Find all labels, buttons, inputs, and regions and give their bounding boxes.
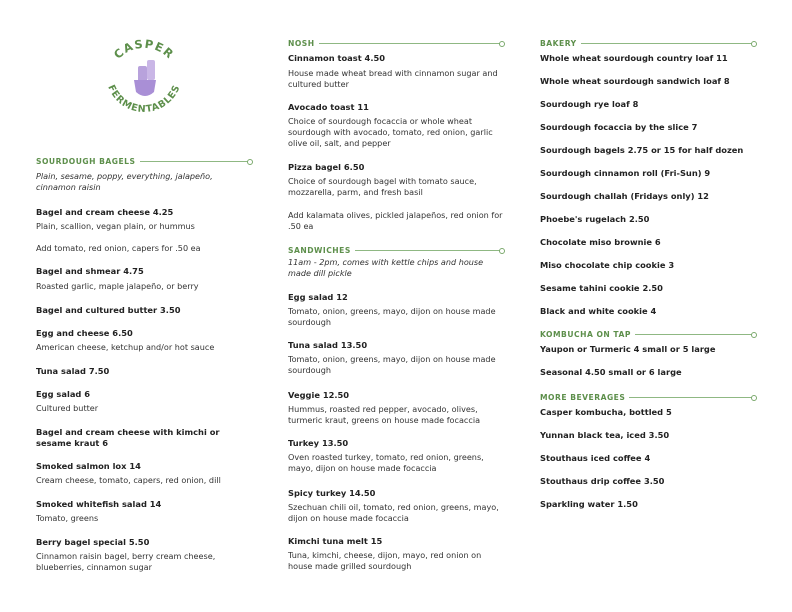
divider: [140, 161, 253, 162]
section-title: NOSH: [288, 38, 315, 48]
divider: [635, 334, 756, 335]
menu-item-name: Smoked whitefish salad 14: [36, 499, 162, 509]
section-title: KOMBUCHA ON TAP: [540, 329, 631, 339]
divider: [581, 43, 756, 44]
menu-item-desc: Choice of sourdough focaccia or whole wheat sourdough with avocado, tomato, red onion, garlic olive oil, salt, and pepper: [288, 116, 493, 148]
section-title: MORE BEVERAGES: [540, 392, 626, 402]
menu-item-desc: Cinnamon raisin bagel, berry cream cheese, blueberries, cinnamon sugar: [36, 551, 216, 572]
kombucha-item: Seasonal 4.50 small or 6 large: [540, 367, 682, 377]
bakery-item: Sourdough rye loaf 8: [540, 99, 639, 109]
menu-item-desc: Tomato, greens: [36, 513, 99, 523]
menu-item-name: Tuna salad 13.50: [288, 340, 368, 350]
menu-item-name: Avocado toast 11: [288, 102, 369, 112]
menu-item-desc: Roasted garlic, maple jalapeño, or berry: [36, 281, 199, 291]
menu-item-desc: House made wheat bread with cinnamon sugar and cultured butter: [288, 68, 498, 89]
section-sourdough-bagels: [36, 156, 252, 166]
menu-item-name: Cinnamon toast 4.50: [288, 53, 386, 63]
menu-item-desc: Szechuan chili oil, tomato, red onion, greens, mayo, dijon on house made focaccia: [288, 502, 499, 523]
menu-item-name: Bagel and shmear 4.75: [36, 266, 144, 276]
section-title: BAKERY: [540, 38, 577, 48]
casper-fermentables-logo: [98, 34, 190, 126]
bakery-item: Sourdough challah (Fridays only) 12: [540, 191, 709, 201]
menu-item-name: Spicy turkey 14.50: [288, 488, 376, 498]
svg-text:CASPER: [111, 37, 177, 62]
bakery-item: Miso chocolate chip cookie 3: [540, 260, 675, 270]
menu-item-desc: Choice of sourdough bagel with tomato sauce, mozzarella, parm, and fresh basil: [288, 176, 477, 197]
beverage-item: Sparkling water 1.50: [540, 499, 638, 509]
menu-item-name: Egg and cheese 6.50: [36, 328, 133, 338]
section-nosh: [288, 38, 504, 48]
menu-item-name: Smoked salmon lox 14: [36, 461, 141, 471]
divider: [355, 250, 504, 251]
menu-item-desc: American cheese, ketchup and/or hot sauce: [36, 342, 215, 352]
menu-item-name: Pizza bagel 6.50: [288, 162, 365, 172]
menu-item-desc: Cultured butter: [36, 403, 99, 413]
bakery-item: Sourdough cinnamon roll (Fri-Sun) 9: [540, 168, 711, 178]
menu-item-name: Berry bagel special 5.50: [36, 537, 150, 547]
menu-item-desc: Hummus, roasted red pepper, avocado, olives, turmeric kraut, greens on house made focaccia: [288, 404, 481, 425]
section-title: SANDWICHES: [288, 245, 351, 255]
menu-item-desc: Tomato, onion, greens, mayo, dijon on house made sourdough: [288, 306, 496, 327]
bakery-item: Phoebe's rugelach 2.50: [540, 214, 650, 224]
menu-item-name: Veggie 12.50: [288, 390, 350, 400]
beverage-item: Casper kombucha, bottled 5: [540, 407, 672, 417]
divider: [629, 397, 756, 398]
menu-item-name: Egg salad 12: [288, 292, 348, 302]
menu-item-name: Bagel and cultured butter 3.50: [36, 305, 181, 315]
section-bakery: [540, 38, 756, 48]
menu-item-desc: Tuna, kimchi, cheese, dijon, mayo, red onion on house made grilled sourdough: [288, 550, 482, 571]
menu-item-desc: Cream cheese, tomato, capers, red onion, dill: [36, 475, 221, 485]
bakery-item: Chocolate miso brownie 6: [540, 237, 661, 247]
divider: [319, 43, 504, 44]
menu-note: Add kalamata olives, pickled jalapeños, red onion for .50 ea: [288, 210, 503, 231]
bakery-item: Whole wheat sourdough sandwich loaf 8: [540, 76, 730, 86]
beverage-item: Stouthaus iced coffee 4: [540, 453, 651, 463]
bagels-intro: Plain, sesame, poppy, everything, jalapeño, cinnamon raisin: [36, 171, 213, 192]
section-more-beverages: [540, 392, 756, 402]
beverage-item: Yunnan black tea, iced 3.50: [540, 430, 670, 440]
menu-item-desc: Tomato, onion, greens, mayo, dijon on house made sourdough: [288, 354, 496, 375]
bakery-item: Sesame tahini cookie 2.50: [540, 283, 663, 293]
menu-item-name: Tuna salad 7.50: [36, 366, 110, 376]
menu-item-name: Kimchi tuna melt 15: [288, 536, 383, 546]
sandwiches-intro: 11am - 2pm, comes with kettle chips and house made dill pickle: [288, 257, 484, 278]
logo-bottom-text: FERMENTABLES: [105, 83, 183, 116]
kombucha-item: Yaupon or Turmeric 4 small or 5 large: [540, 344, 716, 354]
menu-item-name: Bagel and cream cheese with kimchi or: [36, 427, 220, 437]
section-sandwiches: [288, 245, 504, 255]
hand-mark-icon: [134, 60, 156, 96]
section-title: SOURDOUGH BAGELS: [36, 156, 136, 166]
bakery-item: Black and white cookie 4: [540, 306, 657, 316]
menu-item-desc: Plain, scallion, vegan plain, or hummus: [36, 221, 195, 231]
section-kombucha: [540, 329, 756, 339]
menu-item-name: sesame kraut 6: [36, 438, 109, 448]
logo-top-text: CASPER: [110, 36, 178, 62]
menu-item-name: Bagel and cream cheese 4.25: [36, 207, 174, 217]
menu-item-desc: Oven roasted turkey, tomato, red onion, greens, mayo, dijon on house made focaccia: [288, 452, 484, 473]
menu-item-name: Egg salad 6: [36, 389, 91, 399]
bakery-item: Sourdough bagels 2.75 or 15 for half dozen: [540, 145, 744, 155]
menu-item-name: Turkey 13.50: [288, 438, 349, 448]
bakery-item: Whole wheat sourdough country loaf 11: [540, 53, 728, 63]
bakery-item: Sourdough focaccia by the slice 7: [540, 122, 698, 132]
beverage-item: Stouthaus drip coffee 3.50: [540, 476, 665, 486]
menu-note: Add tomato, red onion, capers for .50 ea: [36, 243, 201, 253]
